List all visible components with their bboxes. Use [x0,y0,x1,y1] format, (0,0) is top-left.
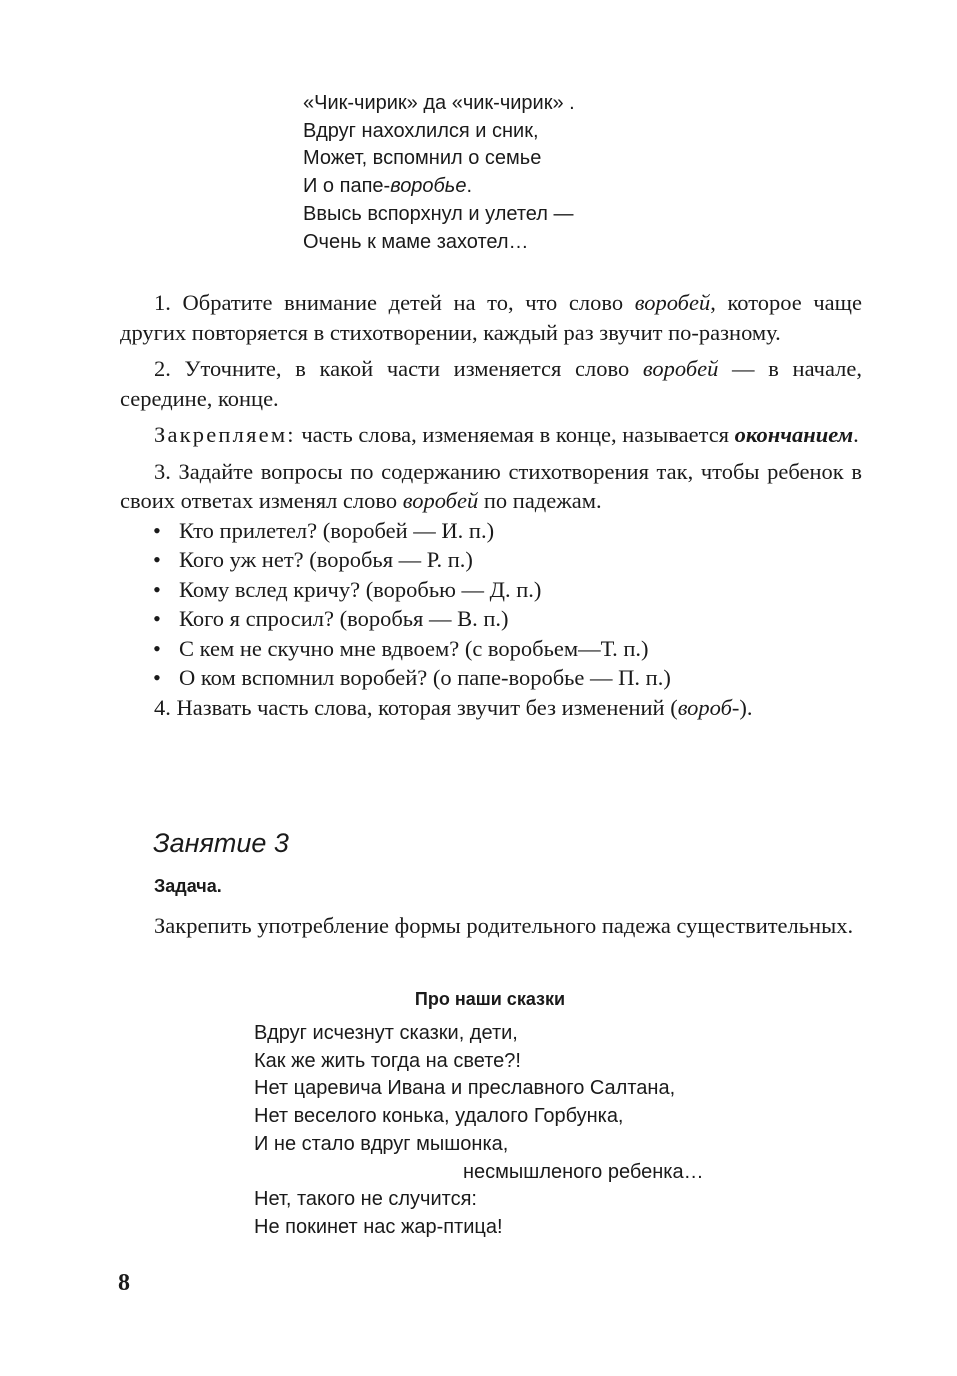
question-list [120,516,862,693]
list-item: • Кто прилетел? (воробей — И. п.) [153,516,862,546]
poem-line: Нет веселого конька, удалого Горбунка, [254,1105,624,1128]
poem-line: Очень к маме захотел… [303,230,529,253]
poem-fairy-tales [254,1020,704,1242]
italic-word: воробей [642,356,719,381]
task-text: Закрепить употребление формы родительного падежа существительных. [154,913,854,938]
poem-line: Вдруг исчезнут сказки, дети, [254,1022,518,1044]
text: 1. Обратите внимание детей на то, что слово [154,290,635,315]
exercise-instructions [120,288,862,722]
page-number: 8 [118,1270,130,1296]
text: — в начале, середине, конце. [120,356,862,411]
text: , которое чаще других повторяется в стихотворении, каждый раз звучит по-разному. [120,290,862,345]
poem-line: Ввысь вспорхнул и улетел — [303,202,574,225]
poem-line: «Чик-чирик» да «чик-чирик» . [303,92,575,114]
spaced-word: Закрепляем: [154,422,296,447]
italic-word: воробей [634,290,711,315]
italic-word: воробей [402,488,479,513]
poem-line: И не стало вдруг мышонка, [254,1132,509,1155]
poem-line: несмышленого ребенка… [463,1160,704,1183]
lesson-title: Занятие 3 [153,828,289,858]
poem-line: Как же жить тогда на свете?! [254,1049,521,1072]
poem-line: Вдруг нахохлился и сник, [303,119,539,142]
poem-line: Может, вспомнил о семье [303,147,542,170]
poem-line: Нет, такого не случится: [254,1188,477,1211]
italic-word: вороб- [677,694,740,720]
poem-heading: Про наши сказки [414,989,566,1009]
poem-line-italic: воробье [390,175,467,198]
text: . [853,422,859,447]
poem-line-text: И о папе- [303,175,391,198]
list-item: • Кому вслед кричу? (воробью — Д. п.) [153,575,862,605]
bold-italic-term: окончанием [734,422,854,447]
paragraph-3 [120,420,862,450]
paragraph-1 [120,288,862,347]
paragraph-5 [120,693,862,723]
text: 2. Уточните, в какой части изменяется слово [154,356,643,381]
task-label: Задача. [154,876,222,896]
paragraph-2 [120,354,862,413]
list-item: • Кого я спросил? (воробья — В. п.) [153,604,862,634]
poem-line-punct: . [466,175,473,198]
poem-line [303,173,575,201]
paragraph-4 [120,457,862,516]
list-item: • О ком вспомнил воробей? (о папе-воробье — П. п.) [153,663,862,693]
text: по падежам. [478,488,602,513]
text: часть слова, изменяемая в конце, называется [295,422,735,447]
text: ). [739,694,753,720]
task-text-block [120,911,862,941]
poem-sparrow [303,90,575,256]
list-item: • С кем не скучно мне вдвоем? (с воробьем—Т. п.) [153,634,862,664]
text: 4. Назвать часть слова, которая звучит без изменений ( [154,694,678,720]
poem-line: Не покинет нас жар-птица! [254,1215,503,1238]
list-item: • Кого уж нет? (воробья — Р. п.) [153,545,862,575]
poem-line: Нет царевича Ивана и преславного Салтана, [254,1077,676,1100]
text: 3. Задайте вопросы по содержанию стихотворения так, чтобы ребенок в своих ответах изменял слово [120,458,862,513]
